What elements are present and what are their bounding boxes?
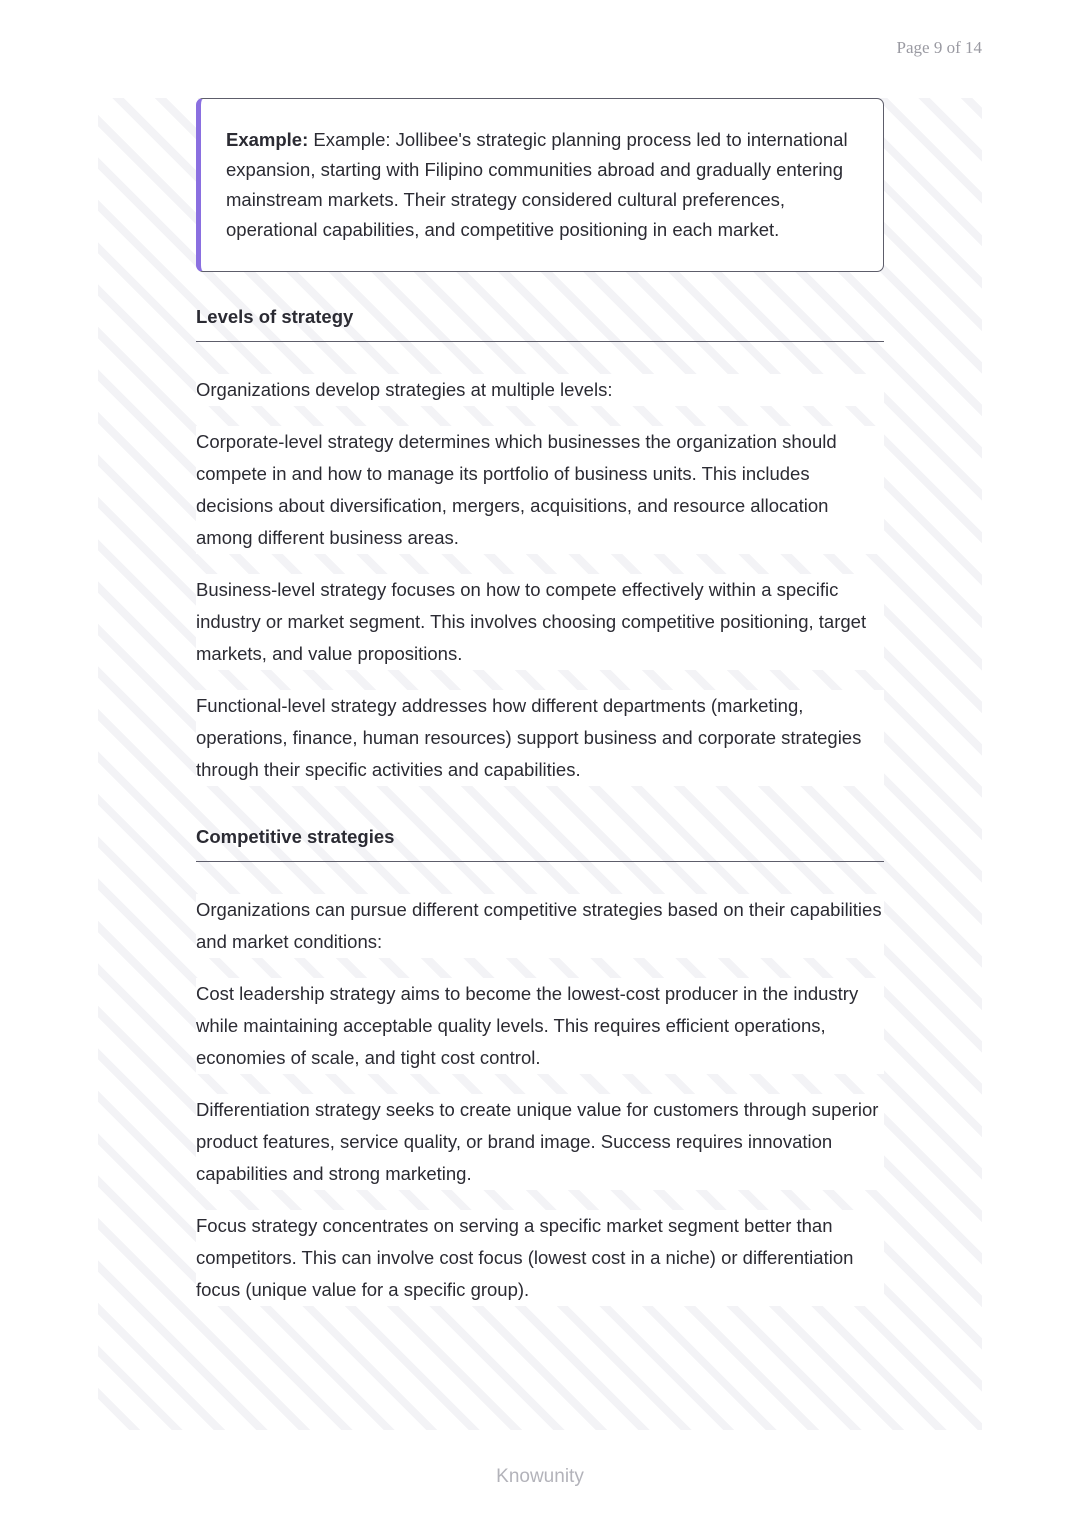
paragraph: Organizations develop strategies at multiple levels: <box>196 374 884 406</box>
paragraph: Cost leadership strategy aims to become the lowest-cost producer in the industry while maintaining acceptable quality levels. This requires efficient operations, economies of scale, and tight cost control. <box>196 978 884 1074</box>
paragraph: Organizations can pursue different competitive strategies based on their capabilities and market conditions: <box>196 894 884 958</box>
document-content <box>196 98 884 1306</box>
section-heading: Competitive strategies <box>196 826 884 862</box>
section-levels-of-strategy <box>196 306 884 786</box>
paragraph: Business-level strategy focuses on how to compete effectively within a specific industry or market segment. This involves choosing competitive positioning, target markets, and value propositions. <box>196 574 884 670</box>
section-competitive-strategies <box>196 826 884 1306</box>
paragraph: Focus strategy concentrates on serving a specific market segment better than competitors. This can involve cost focus (lowest cost in a niche) or differentiation focus (unique value for a specific group). <box>196 1210 884 1306</box>
footer-brand: Knowunity <box>496 1466 584 1487</box>
paragraph: Functional-level strategy addresses how different departments (marketing, operations, finance, human resources) support business and corporate strategies through their specific activities and capabilities. <box>196 690 884 786</box>
page-number: Page 9 of 14 <box>896 38 982 57</box>
paragraph: Corporate-level strategy determines which businesses the organization should compete in and how to manage its portfolio of business units. This includes decisions about diversification, mergers, acquisitions, and resource allocation among different business areas. <box>196 426 884 554</box>
paragraph: Differentiation strategy seeks to create unique value for customers through superior product features, service quality, or brand image. Success requires innovation capabilities and strong marketing. <box>196 1094 884 1190</box>
example-label: Example: <box>226 129 309 150</box>
example-text: Example: Jollibee's strategic planning process led to international expansion, starting with Filipino communities abroad and gradually entering mainstream markets. Their strategy considered cultural preferences, operational capabilities, and competitive positioning in each market. <box>226 129 848 240</box>
section-heading: Levels of strategy <box>196 306 884 342</box>
example-callout <box>196 98 884 272</box>
